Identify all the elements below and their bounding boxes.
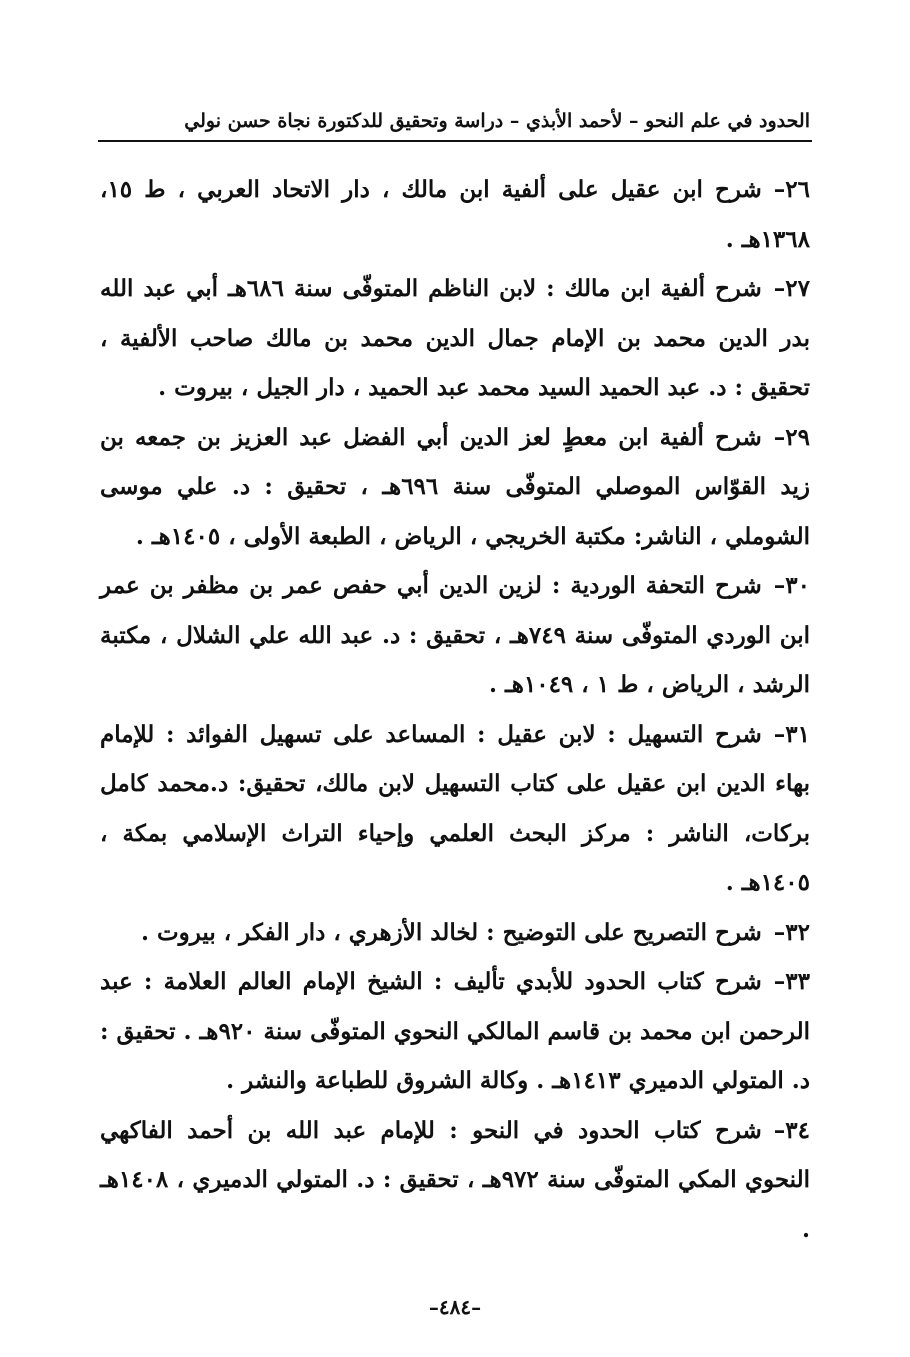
entry-text: شرح كتاب الحدود في النحو : للإمام عبد الله بن أحمد الفاكهي النحوي المكي المتوفّى سنة ٩٧٢هـ ، تحقيق : د. المتولي الدميري ، ١٤٠٨هـ . — [100, 1116, 811, 1243]
entry-text: شرح ألفية ابن معطٍ لعز الدين أبي الفضل عبد العزيز بن جمعه بن زيد القوّاس الموصلي المتوفّى سنة ٦٩٦هـ ، تحقيق : د. علي موسى الشوملي ، الناشر: مكتبة الخريجي ، الرياض ، الطبعة الأولى ، ١٤٠٥هـ . — [100, 423, 810, 550]
bibliography-entry-27 — [100, 264, 810, 413]
bibliography-entry-29 — [100, 413, 810, 562]
entry-text: شرح ابن عقيل على ألفية ابن مالك ، دار الاتحاد العربي ، ط ١٥، ١٣٦٨هـ . — [100, 176, 810, 253]
entry-number: ٣٤– — [773, 1116, 810, 1144]
bibliography-entry-30 — [100, 561, 810, 710]
bibliography-list — [100, 165, 810, 1254]
entry-text: شرح التصريح على التوضيح : لخالد الأزهري ، دار الفكر ، بيروت . — [140, 918, 762, 946]
bibliography-entry-32 — [100, 908, 810, 958]
entry-number: ٣٣– — [773, 968, 810, 995]
bibliography-entry-31 — [100, 710, 810, 908]
entry-number: ٢٦– — [773, 176, 810, 203]
entry-number: ٣١– — [773, 720, 810, 748]
bibliography-entry-26 — [100, 165, 810, 264]
bibliography-entry-34 — [100, 1106, 810, 1255]
entry-number: ٣٠– — [773, 572, 810, 599]
running-header-title: الحدود في علم النحو – لأحمد الأبذي – دراسة وتحقيق للدكتورة نجاة حسن نولي — [184, 110, 810, 132]
entry-text: شرح ألفية ابن مالك : لابن الناظم المتوفّى سنة ٦٨٦هـ أبي عبد الله بدر الدين محمد بن الإمام جمال الدين محمد بن مالك صاحب الألفية ، تحقيق : د. عبد الحميد السيد محمد عبد الحميد ، دار الجيل ، بيروت . — [100, 275, 810, 401]
page-number: –٤٨٤– — [428, 1295, 482, 1319]
entry-text: شرح التحفة الوردية : لزين الدين أبي حفص عمر بن مظفر بن عمر ابن الوردي المتوفّى سنة ٧٤٩هـ ، تحقيق : د. عبد الله علي الشلال ، مكتبة الرشد ، الرياض ، ط ١ ، ١٠٤٩هـ . — [100, 572, 810, 698]
entry-text: شرح التسهيل : لابن عقيل : المساعد على تسهيل الفوائد : للإمام بهاء الدين ابن عقيل على كتاب التسهيل لابن مالك، تحقيق: د.محمد كامل بركات، الناشر : مركز البحث العلمي وإحياء التراث الإسلامي بمكة ، ١٤٠٥هـ . — [100, 720, 810, 896]
bibliography-entry-33 — [100, 957, 810, 1106]
entry-number: ٢٧– — [773, 275, 810, 302]
entry-text: شرح كتاب الحدود للأبدي تأليف : الشيخ الإمام العالم العلامة : عبد الرحمن ابن محمد بن قاسم المالكي النحوي المتوفّى سنة ٩٢٠هـ . تحقيق : د. المتولي الدميري ١٤١٣هـ . وكالة الشروق للطباعة والنشر . — [100, 968, 810, 1094]
entry-number: ٣٢– — [773, 918, 810, 946]
header-divider — [98, 140, 812, 142]
entry-number: ٢٩– — [773, 423, 810, 451]
